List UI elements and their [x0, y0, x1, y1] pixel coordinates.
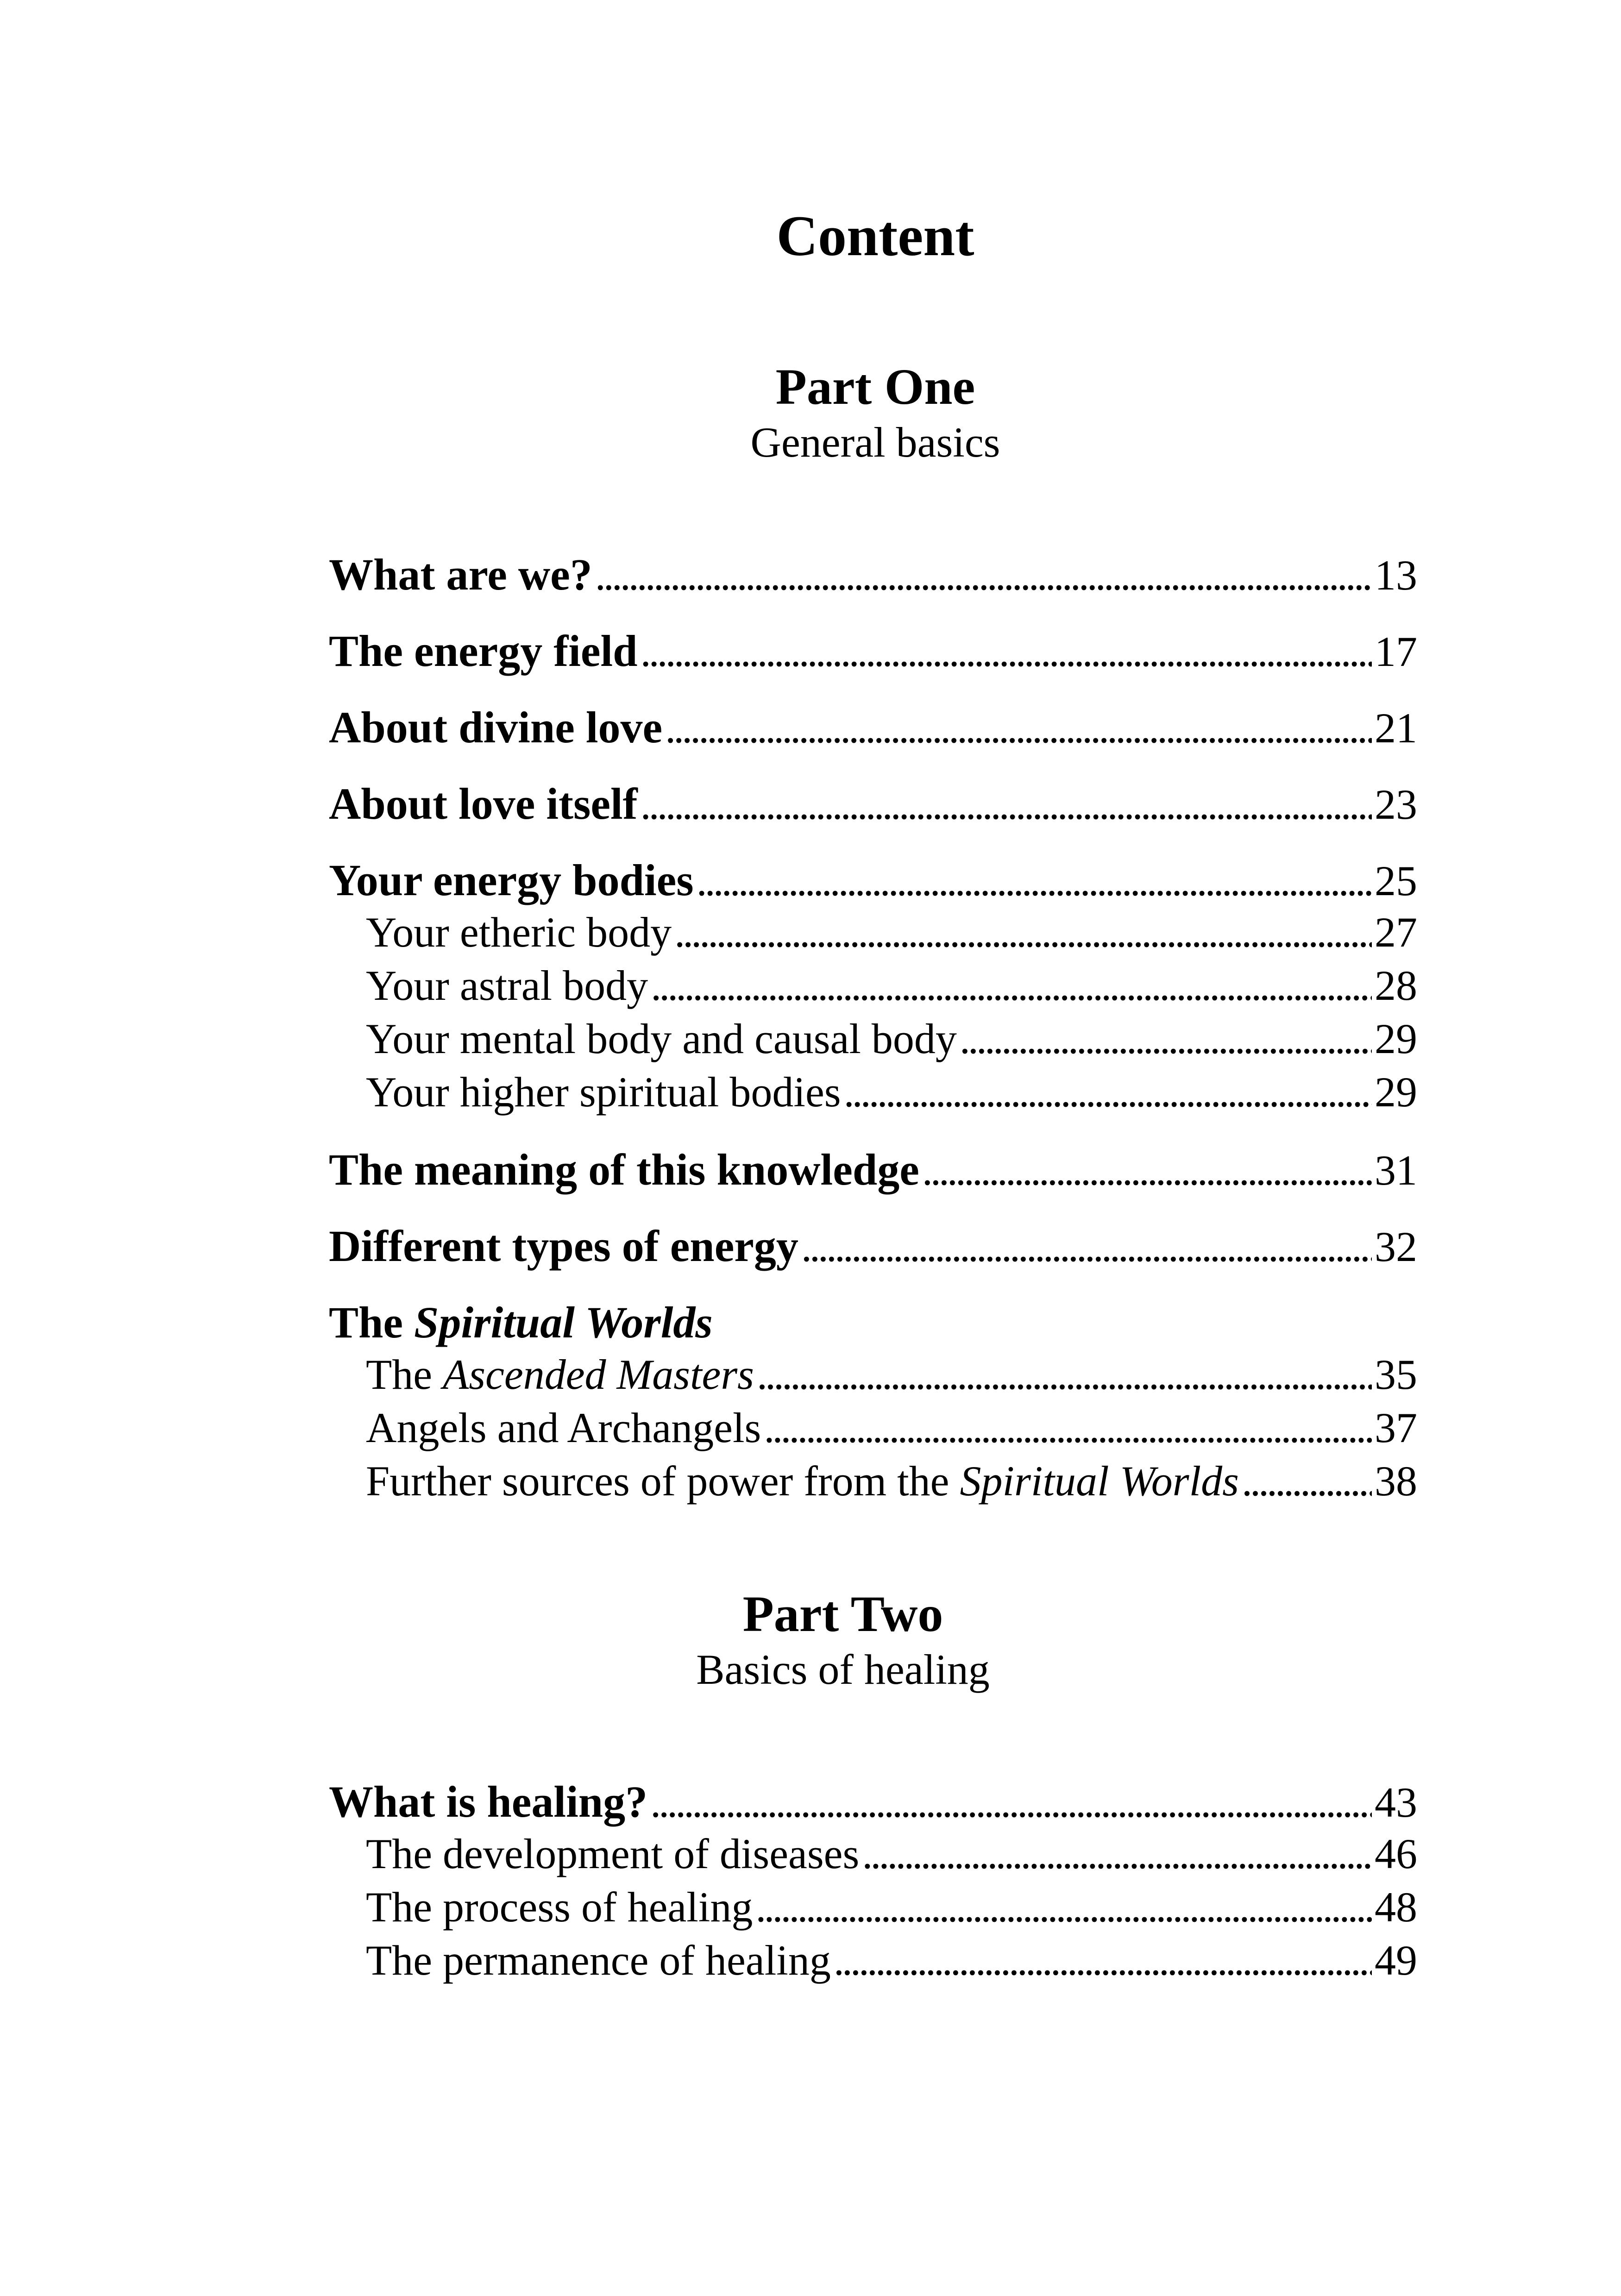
toc-entry-label: About love itself: [329, 779, 638, 828]
toc-entry[interactable]: [329, 702, 1417, 753]
toc-entry-label: Your energy bodies: [329, 855, 694, 905]
part-subtitle: Basics of healing: [696, 1646, 990, 1693]
toc-entry[interactable]: [329, 625, 1417, 676]
toc-entry-label: The development of diseases: [366, 1830, 860, 1877]
page-title: Content: [776, 204, 974, 268]
dot-leader: [1242, 1456, 1372, 1506]
toc-entry-label-prefix: The: [366, 1351, 443, 1398]
toc-entry-label: Your mental body and causal body: [366, 1015, 957, 1062]
toc-subentry[interactable]: [329, 1456, 1417, 1507]
toc-subentry[interactable]: [329, 1882, 1417, 1933]
toc-page-number: 46: [1375, 1830, 1417, 1877]
toc-page-number: 38: [1375, 1457, 1417, 1505]
toc-entry[interactable]: [329, 549, 1417, 600]
toc-subentry[interactable]: [329, 1829, 1417, 1880]
toc-page-number: 27: [1375, 909, 1417, 956]
toc-entry[interactable]: [329, 1144, 1417, 1195]
toc-entry[interactable]: [329, 778, 1417, 829]
dot-leader: [595, 551, 1372, 600]
dot-leader: [651, 961, 1372, 1010]
dot-leader: [641, 780, 1372, 829]
toc-page-number: 29: [1375, 1015, 1417, 1062]
dot-leader: [862, 1829, 1372, 1878]
toc-entry[interactable]: [329, 854, 1417, 905]
toc-page-number: 29: [1375, 1068, 1417, 1116]
toc-entry-label: Your astral body: [366, 962, 648, 1009]
part-title: Part One: [775, 358, 975, 415]
toc-page-number: 25: [1375, 857, 1417, 904]
toc-entry-label-prefix: The: [329, 1298, 415, 1347]
toc-subentry[interactable]: [329, 1014, 1417, 1065]
dot-leader: [764, 1403, 1372, 1452]
toc-entry[interactable]: [329, 1776, 1417, 1827]
toc-entry[interactable]: [329, 1220, 1417, 1271]
toc-page-number: 17: [1375, 628, 1417, 675]
part-subtitle: General basics: [750, 419, 1000, 466]
toc-subentry[interactable]: [329, 1350, 1417, 1401]
dot-leader: [757, 1350, 1372, 1399]
toc-entry-label: [366, 1350, 754, 1399]
toc-entry-label: Angels and Archangels: [366, 1404, 761, 1451]
toc-entry-label: The energy field: [329, 626, 638, 676]
dot-leader: [650, 1778, 1372, 1827]
toc-entry-label: Your etheric body: [366, 909, 672, 956]
toc-page-number: 32: [1375, 1223, 1417, 1270]
toc-page-number: 28: [1375, 962, 1417, 1009]
toc-entry-label: What are we?: [329, 550, 592, 599]
part-one-heading: [0, 357, 1621, 468]
toc-subentry[interactable]: [329, 1067, 1417, 1118]
toc-page-number: 37: [1375, 1404, 1417, 1451]
dot-leader: [665, 703, 1372, 753]
toc-entry-label: [366, 1456, 1239, 1506]
toc-entry-label: The process of healing: [366, 1883, 753, 1931]
dot-leader: [674, 908, 1372, 957]
part-title: Part Two: [742, 1586, 943, 1642]
toc-page-number: 48: [1375, 1883, 1417, 1931]
toc-subentry[interactable]: [329, 1936, 1417, 1987]
toc-page-number: 31: [1375, 1147, 1417, 1194]
toc-page-number: 49: [1375, 1937, 1417, 1984]
toc-subentry[interactable]: [329, 908, 1417, 959]
toc-entry-label-italic: Spiritual Worlds: [414, 1298, 713, 1347]
toc-entry-label-italic: Ascended Masters: [443, 1351, 754, 1398]
toc-entry-label: Your higher spiritual bodies: [366, 1068, 841, 1116]
dot-leader: [641, 627, 1372, 676]
toc-subentry[interactable]: [329, 1403, 1417, 1454]
toc-entry-label-italic: Spiritual Worlds: [960, 1457, 1239, 1505]
toc-page-number: 23: [1375, 781, 1417, 828]
dot-leader: [801, 1222, 1372, 1271]
dot-leader: [697, 856, 1372, 905]
toc-entry-label: The meaning of this knowledge: [329, 1145, 919, 1194]
dot-leader: [755, 1882, 1372, 1932]
toc-page-number: 21: [1375, 704, 1417, 752]
toc-page-number: 13: [1375, 552, 1417, 599]
dot-leader: [834, 1936, 1372, 1985]
toc-page-number: 35: [1375, 1351, 1417, 1398]
toc-page-number: 43: [1375, 1779, 1417, 1826]
toc-entry-label-prefix: Further sources of power from the: [366, 1457, 960, 1505]
dot-leader: [844, 1067, 1372, 1117]
toc-subentry[interactable]: [329, 961, 1417, 1012]
toc-entry-label: What is healing?: [329, 1777, 648, 1826]
toc-entry-label: The permanence of healing: [366, 1937, 831, 1984]
toc-entry[interactable]: [329, 1297, 1417, 1348]
dot-leader: [922, 1146, 1372, 1195]
part-two-heading: [0, 1584, 1621, 1695]
toc-entry-label: About divine love: [329, 703, 663, 752]
toc-entry-label: [329, 1297, 713, 1348]
toc-entry-label: Different types of energy: [329, 1221, 798, 1271]
dot-leader: [960, 1014, 1372, 1063]
